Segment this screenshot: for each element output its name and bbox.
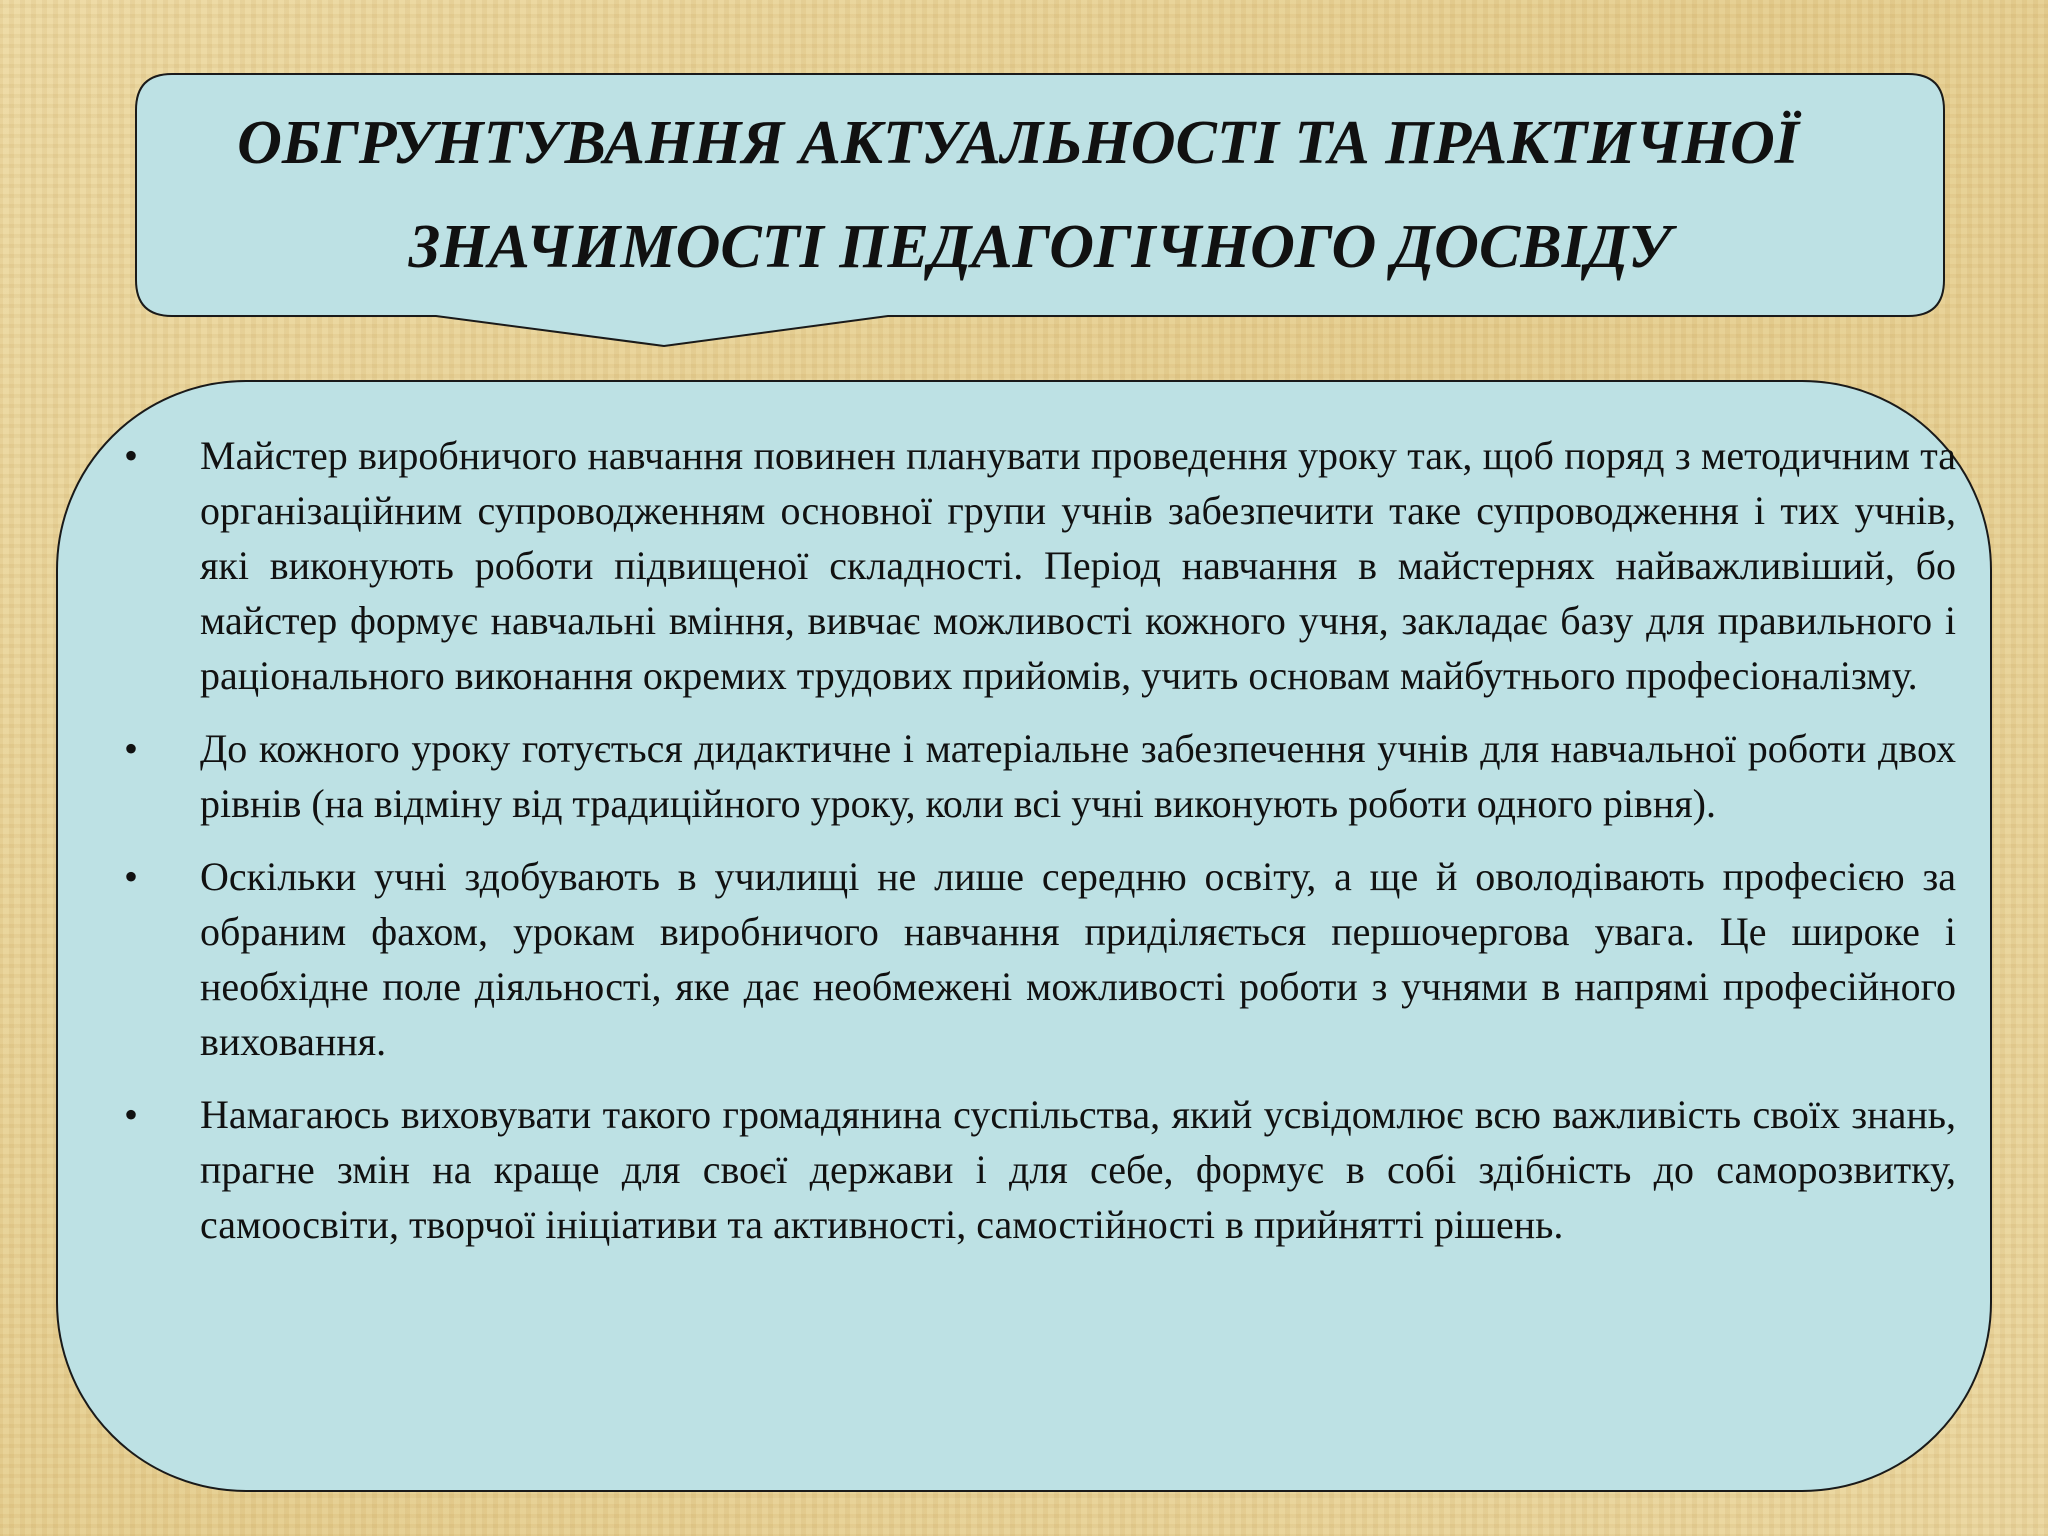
bullet-marker: •: [124, 726, 139, 771]
bullet-marker: •: [124, 1092, 139, 1137]
title-callout: [136, 74, 1944, 316]
bullet-text: Майстер виробничого навчання повинен планувати проведення уроку так, щоб поряд з методичним та організаційним супроводженням основної групи учнів забезпечити таке супроводження і тих учнів, які виконують роботи підвищеної складності. Період навчання в майстернях найважливіший, бо майстер формує навчальні вміння, вивчає можливості кожного учня, закладає базу для правильного і раціонального виконання окремих трудових прийомів, учить основам майбутнього професіоналізму.: [200, 433, 1956, 698]
bullet-item: [120, 849, 1956, 1069]
slide-title: [136, 74, 1944, 316]
bullet-text: До кожного уроку готується дидактичне і матеріальне забезпечення учнів для навчальної роботи двох рівнів (на відміну від традиційного уроку, коли всі учні виконують роботи одного рівня).: [200, 726, 1956, 826]
title-line-2: ЗНАЧИМОСТІ ПЕДАГОГІЧНОГО ДОСВІДУ: [408, 213, 1672, 281]
title-line-1: ОБГРУНТУВАННЯ АКТУАЛЬНОСТІ ТА ПРАКТИЧНОЇ: [237, 109, 1799, 177]
bullet-marker: •: [124, 433, 139, 478]
bullet-text: Оскільки учні здобувають в училищі не лише середню освіту, а ще й оволодівають професією за обраним фахом, урокам виробничого навчання приділяється першочергова увага. Це широке і необхідне поле діяльності, яке дає необмежені можливості роботи з учнями в напрямі професійного виховання.: [200, 854, 1956, 1064]
bullet-item: [120, 428, 1956, 703]
bullet-list: [120, 428, 1956, 1270]
bullet-text: Намагаюсь виховувати такого громадянина суспільства, який усвідомлює всю важливість своїх знань, прагне змін на краще для своєї держави і для себе, формує в собі здібність до саморозвитку, самоосвіти, творчої ініціативи та активності, самостійності в прийнятті рішень.: [200, 1092, 1956, 1247]
bullet-marker: •: [124, 854, 139, 899]
bullet-item: [120, 1087, 1956, 1252]
bullet-item: [120, 721, 1956, 831]
